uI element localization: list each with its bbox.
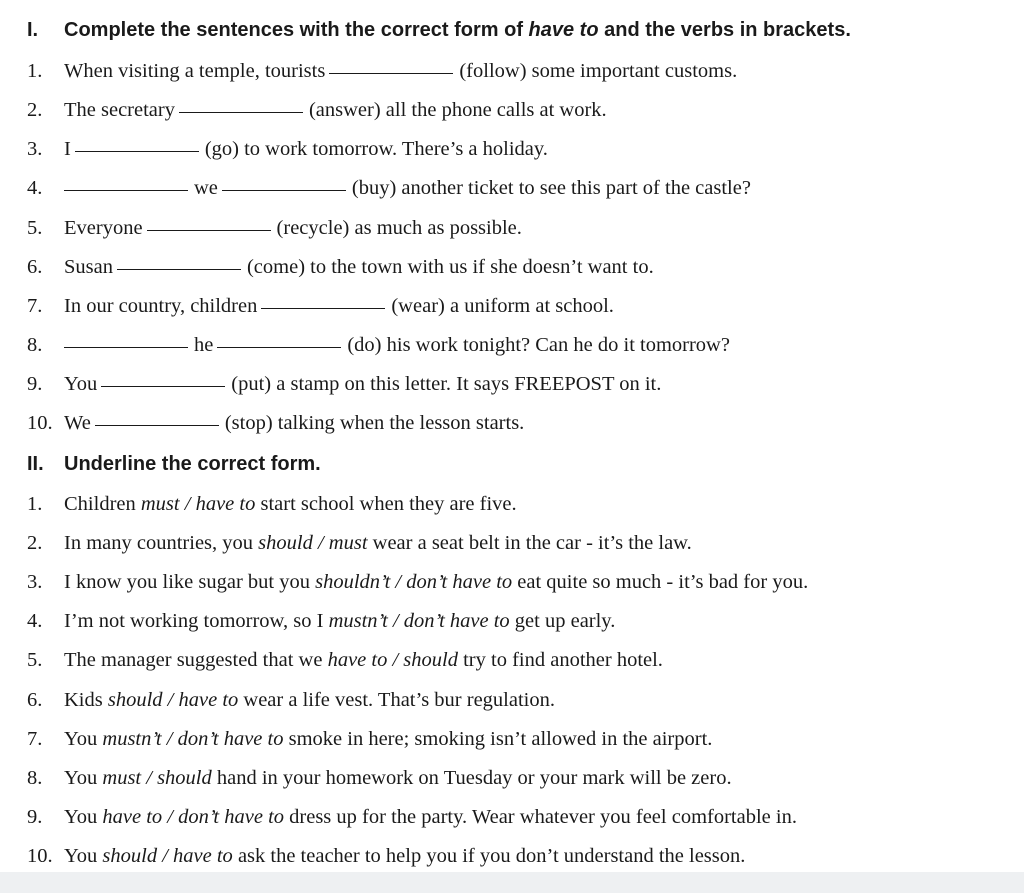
- exercise-1-item: 8. he (do) his work tonight? Can he do it tomorrow?: [27, 334, 730, 356]
- section-1-numeral: I.: [27, 19, 39, 41]
- exercise-2-item: 5. The manager suggested that we have to / should try to find another hotel.: [27, 649, 663, 671]
- answer-blank[interactable]: [101, 385, 225, 387]
- exercise-1-item: 2. The secretary (answer) all the phone calls at work.: [27, 99, 607, 121]
- answer-blank[interactable]: [75, 150, 199, 152]
- exercise-2-item: 4. I’m not working tomorrow, so I mustn’t / don’t have to get up early.: [27, 610, 616, 632]
- section-2-numeral: II.: [27, 453, 44, 475]
- option-a[interactable]: have to: [327, 649, 388, 671]
- answer-blank[interactable]: [179, 111, 303, 113]
- option-a[interactable]: must: [140, 493, 180, 515]
- option-a[interactable]: should: [107, 689, 163, 711]
- option-a[interactable]: mustn’t: [328, 610, 388, 632]
- exercise-1-item: 1. When visiting a temple, tourists (follow) some important customs.: [27, 60, 738, 82]
- exercise-1-item: 3. I (go) to work tomorrow. There’s a holiday.: [27, 138, 548, 160]
- answer-blank[interactable]: [329, 72, 453, 74]
- option-a[interactable]: should: [258, 532, 313, 554]
- exercise-1-item: 10. We (stop) talking when the lesson starts.: [27, 412, 525, 434]
- answer-blank[interactable]: [222, 189, 346, 191]
- exercise-1-item: 7. In our country, children (wear) a uniform at school.: [27, 295, 614, 317]
- option-b[interactable]: don’t have to: [403, 610, 510, 632]
- option-a[interactable]: have to: [102, 806, 163, 828]
- option-b[interactable]: have to: [178, 689, 239, 711]
- exercise-1-item: 4. we (buy) another ticket to see this part of the castle?: [27, 177, 751, 199]
- option-a[interactable]: shouldn’t: [315, 571, 391, 593]
- option-b[interactable]: have to: [173, 845, 233, 867]
- option-b[interactable]: have to: [195, 493, 256, 515]
- option-b[interactable]: should: [157, 767, 212, 789]
- option-a[interactable]: mustn’t: [102, 728, 162, 750]
- exercise-2-item: 1. Children must / have to start school when they are five.: [27, 493, 517, 515]
- section-2-heading: II. Underline the correct form.: [27, 453, 321, 475]
- option-b[interactable]: don’t have to: [406, 571, 513, 593]
- answer-blank[interactable]: [147, 229, 271, 231]
- exercise-2-item: 10. You should / have to ask the teacher to help you if you don’t understand the lesson.: [27, 845, 746, 867]
- answer-blank[interactable]: [217, 346, 341, 348]
- exercise-2-item: 9. You have to / don’t have to dress up for the party. Wear whatever you feel comfortable in.: [27, 806, 797, 828]
- section-1-heading: I. Complete the sentences with the correct form of have to and the verbs in brackets.: [27, 19, 851, 41]
- exercise-1-item: 6. Susan (come) to the town with us if she doesn’t want to.: [27, 256, 654, 278]
- answer-blank[interactable]: [117, 268, 241, 270]
- section-1-title-emphasis: have to: [528, 19, 599, 41]
- exercise-2-item: 7. You mustn’t / don’t have to smoke in here; smoking isn’t allowed in the airport.: [27, 728, 713, 750]
- option-a[interactable]: must: [102, 767, 142, 789]
- exercise-2-item: 6. Kids should / have to wear a life vest. That’s bur regulation.: [27, 689, 555, 711]
- bottom-background-band: [0, 872, 1024, 893]
- option-b[interactable]: must: [328, 532, 368, 554]
- option-b[interactable]: should: [403, 649, 458, 671]
- answer-blank[interactable]: [261, 307, 385, 309]
- option-a[interactable]: should: [102, 845, 158, 867]
- option-b[interactable]: don’t have to: [177, 728, 284, 750]
- exercise-1-item: 9. You (put) a stamp on this letter. It says FREEPOST on it.: [27, 373, 662, 395]
- option-b[interactable]: don’t have to: [178, 806, 285, 828]
- exercise-2-item: 3. I know you like sugar but you shouldn’t / don’t have to eat quite so much - it’s bad for you.: [27, 571, 809, 593]
- exercise-2-item: 2. In many countries, you should / must wear a seat belt in the car - it’s the law.: [27, 532, 692, 554]
- answer-blank[interactable]: [64, 189, 188, 191]
- exercise-2-item: 8. You must / should hand in your homework on Tuesday or your mark will be zero.: [27, 767, 732, 789]
- answer-blank[interactable]: [64, 346, 188, 348]
- answer-blank[interactable]: [95, 424, 219, 426]
- exercise-1-item: 5. Everyone (recycle) as much as possible.: [27, 217, 522, 239]
